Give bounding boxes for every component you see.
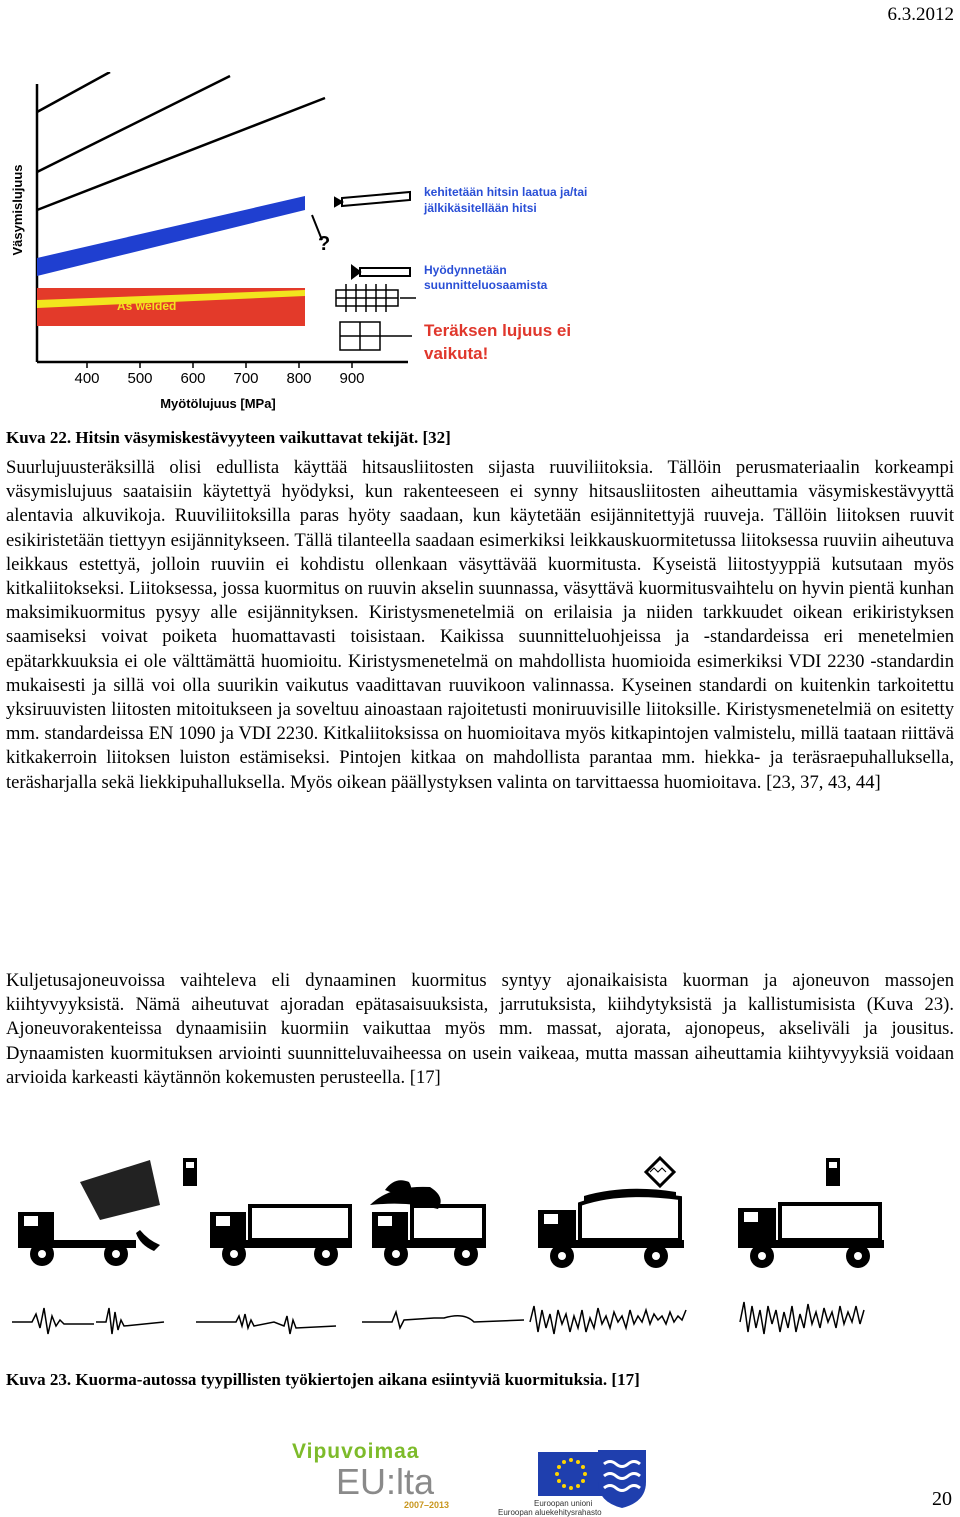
tick-label: 900 [339,370,365,387]
load-signal-2 [196,1314,336,1334]
figure-23-truck-cycles [0,1150,960,1360]
weld-joint-drawing [340,322,412,350]
question-mark: ? [318,233,331,255]
x-tick-labels [74,370,364,387]
improved-band [37,196,305,276]
eu-stars-icon [538,1452,604,1496]
eu-logo [538,1452,604,1496]
truck-tipper [18,1160,160,1266]
figure-22-fatigue-chart [0,72,620,422]
figure-22-caption: Kuva 22. Hitsin väsymiskestävyyteen vaikuttavat tekijät. [32] [6,428,451,447]
figure-23-caption: Kuva 23. Kuorma-autossa tyypillisten työkiertojen aikana esiintyviä kuormituksia. [17] [6,1370,640,1389]
trend-line-1 [37,72,110,112]
eu-text-2: Euroopan aluekehitysrahasto [498,1508,602,1517]
load-signal-5 [740,1302,864,1334]
bolt-joint-drawing [336,284,416,312]
note-1-line-1: kehitetään hitsin laatua ja/tai [424,185,588,199]
paragraph-bolted-joints: Suurlujuusteräksillä olisi edullista käyttää hitsausliitosten sijasta ruuviliitoksia. Tällöin perusmateriaalin korkeampi väsymislujuus saataisiin käytettyä hyödyksi, kun rakenteeseen ei synny hitsausliitosten aiheuttamia väsymiskestävyyttä alentavia alkuvikoja. Ruuviliitoksilla paras hyöty saadaan, kun käytetään esijännitettyjä ruuveja. Tällöin liitoksen ruuvit esikiristetään tiettyyn esijännitykseen. Tällä tilanteella saadaan esimerkiksi leikkauskuormitetussa liitoksessa ruuviin aiheutuva leikkaus estettyä, jolloin ruuviin ei kohdistu ollenkaan väsyttävää kuormitusta. Kyseistä liitostyyppiä kutsutaan myös kitkaliitokseksi. Liitoksessa, jossa kuormitus on ruuvin akselin suunnassa, väsyttävä kuormitusvaihtelu on hyvin pientä kunhan maksimikuormitus pysyy alle esijännityksen. Kiristysmenetelmiä on erilaisia ja niiden tarkkuudet oikean erikiristyksen saamiseksi voivat poiketa huomattavasti toisistaan. Kaikissa suunnitteluohjeissa ja -standardeissa eri menetelmien epätarkkuuksia ei ole välttämättä huomioitu. Kiristysmenetelmä on mahdollista huomioida esimerkiksi VDI 2230 -standardin mukaisesti ja sillä voi olla suurikin vaikutus vaadittavan ruuvikoon valinnassa. Kyseinen standardi on kuitenkin tarkoitettu yksiruuvisten liitosten mitoitukseen ja soveltuu ainoastaan rajoitetusti moniruuvisille liitoksille. Kiristysmenetelmiä on esitetty mm. standardeissa EN 1090 ja VDI 2230. Kitkaliitoksissa on huomioitava myös kitkapintojen valmistelu, millä taataan riittävä kitkakerroin liitoksen luiston estämiseksi. Pintojen kitkaa on mahdollista parantaa mm. hiekka- ja teräsraepuhalluksella, teräsharjalla sekä liekkipuhalluksella. Myös oikean päällystyksen valinta on tarvittaessa huomioitava. [23, 37, 43, 44] [6,457,954,793]
load-signal-1 [12,1308,164,1334]
as-welded-label: As welded [117,299,177,313]
truck-off-road [738,1158,884,1268]
logo-years: 2007–2013 [404,1500,450,1510]
trend-line-2 [37,76,230,172]
truck-rough-road [538,1158,684,1268]
logo-subtitle: EU:lta [336,1461,435,1502]
tick-label: 800 [286,370,312,387]
note-1-line-2: jälkikäsitellään hitsi [424,201,537,215]
tick-label: 400 [74,370,100,387]
trend-line-3 [37,98,325,210]
vipuvoimaa-logo [292,1440,472,1510]
paragraph-dynamic-loads: Kuljetusajoneuvoissa vaihteleva eli dynaaminen kuormitus syntyy ajonaikaisista kuorman ja ajoneuvon massojen kiihtyvyyksistä. Nämä aiheutuvat ajoradan epätasaisuuksista, jarrutuksista, kiihdytyksistä ja kallistumisista (Kuva 23). Ajoneuvorakenteissa dynaamisiin kuormiin vaikuttaa myös mm. massat, ajorata, ajonopeus, akseliväli ja jousitus. Dynaamisten kuormituksen arviointi suunnitteluvaiheessa on usein vaikeaa, mutta massan aiheuttamia kiihtyvyyksiä voidaan arvioida karkeasti käytännön kokemusten perusteella. [17] [6,970,954,1088]
note-3-line-1: Teräksen lujuus ei [424,321,572,340]
note-3-line-2: vaikuta! [424,344,489,363]
tick-label: 500 [127,370,153,387]
x-axis-label: Myötölujuus [MPa] [160,396,276,411]
regional-coat-of-arms [596,1448,648,1510]
header-date: 6.3.2012 [887,4,954,25]
truck-crane-loading [370,1187,486,1266]
eu-text-1: Euroopan unioni [534,1499,593,1508]
load-signal-4 [530,1306,686,1334]
load-signal-3 [362,1312,524,1328]
y-axis-label: Väsymislujuus [10,164,25,256]
logo-title: Vipuvoimaa [292,1440,420,1463]
page-number: 20 [932,1488,952,1510]
note-2-line-2: suunnitteluosaamista [424,278,548,292]
tick-label: 700 [233,370,259,387]
tick-label: 600 [180,370,206,387]
note-2-line-1: Hyödynnetään [424,263,507,277]
